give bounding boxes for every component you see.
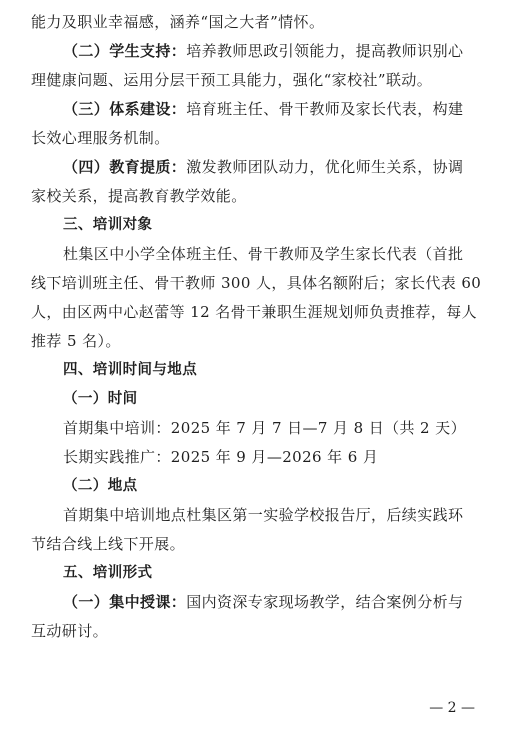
- paragraph-student-support: [31, 37, 481, 66]
- paragraph-line: 能力及职业幸福感，涵养“国之大者”情怀。: [31, 13, 325, 31]
- paragraph-line: 家校关系，提高教育教学效能。: [31, 187, 247, 205]
- paragraph-centralized-lecture: [31, 588, 481, 617]
- item-text: 培养教师思政引领能力，提高教师识别心: [186, 42, 464, 60]
- paragraph-system-building: [31, 95, 481, 124]
- document-body: [31, 8, 481, 646]
- paragraph-line: 首期集中培训地点杜集区第一实验学校报告厅，后续实践环: [63, 506, 464, 524]
- paragraph-line: 杜集区中小学全体班主任、骨干教师及学生家长代表（首批: [63, 245, 464, 263]
- page-number: — 2 —: [429, 700, 475, 716]
- section-heading-training-target: 三、培训对象: [63, 217, 153, 233]
- paragraph-line: 节结合线上线下开展。: [31, 535, 186, 553]
- paragraph-line: 人，由区两中心赵蕾等 12 名骨干兼职生涯规划师负责推荐，每人: [31, 303, 478, 321]
- item-text: 培育班主任、骨干教师及家长代表，构建: [186, 100, 464, 118]
- paragraph-line: 互动研讨。: [31, 622, 109, 640]
- paragraph-line: 首期集中培训：2025 年 7 月 7 日—7 月 8 日（共 2 天）: [63, 419, 466, 437]
- subsection-heading-place: （二）地点: [63, 478, 138, 494]
- item-text: 国内资深专家现场教学，结合案例分析与: [186, 593, 464, 611]
- item-text: 激发教师团队动力，优化师生关系，协调: [186, 158, 464, 176]
- paragraph-line: 长期实践推广：2025 年 9 月—2026 年 6 月: [63, 448, 379, 466]
- item-label: （四）教育提质：: [63, 158, 187, 176]
- paragraph-line: 长效心理服务机制。: [31, 129, 170, 147]
- paragraph-education-quality: [31, 153, 481, 182]
- paragraph-line: 线下培训班主任、骨干教师 300 人，具体名额附后；家长代表 60: [31, 274, 482, 292]
- item-label: （三）体系建设：: [63, 100, 187, 118]
- section-heading-time-place: 四、培训时间与地点: [63, 362, 198, 378]
- paragraph-line: 推荐 5 名）。: [31, 332, 121, 350]
- item-label: （二）学生支持：: [63, 42, 187, 60]
- section-heading-training-form: 五、培训形式: [63, 565, 153, 581]
- paragraph-line: 理健康问题、运用分层干预工具能力，强化“家校社”联动。: [31, 71, 433, 89]
- subsection-heading-time: （一）时间: [63, 391, 138, 407]
- item-label: （一）集中授课：: [63, 593, 187, 611]
